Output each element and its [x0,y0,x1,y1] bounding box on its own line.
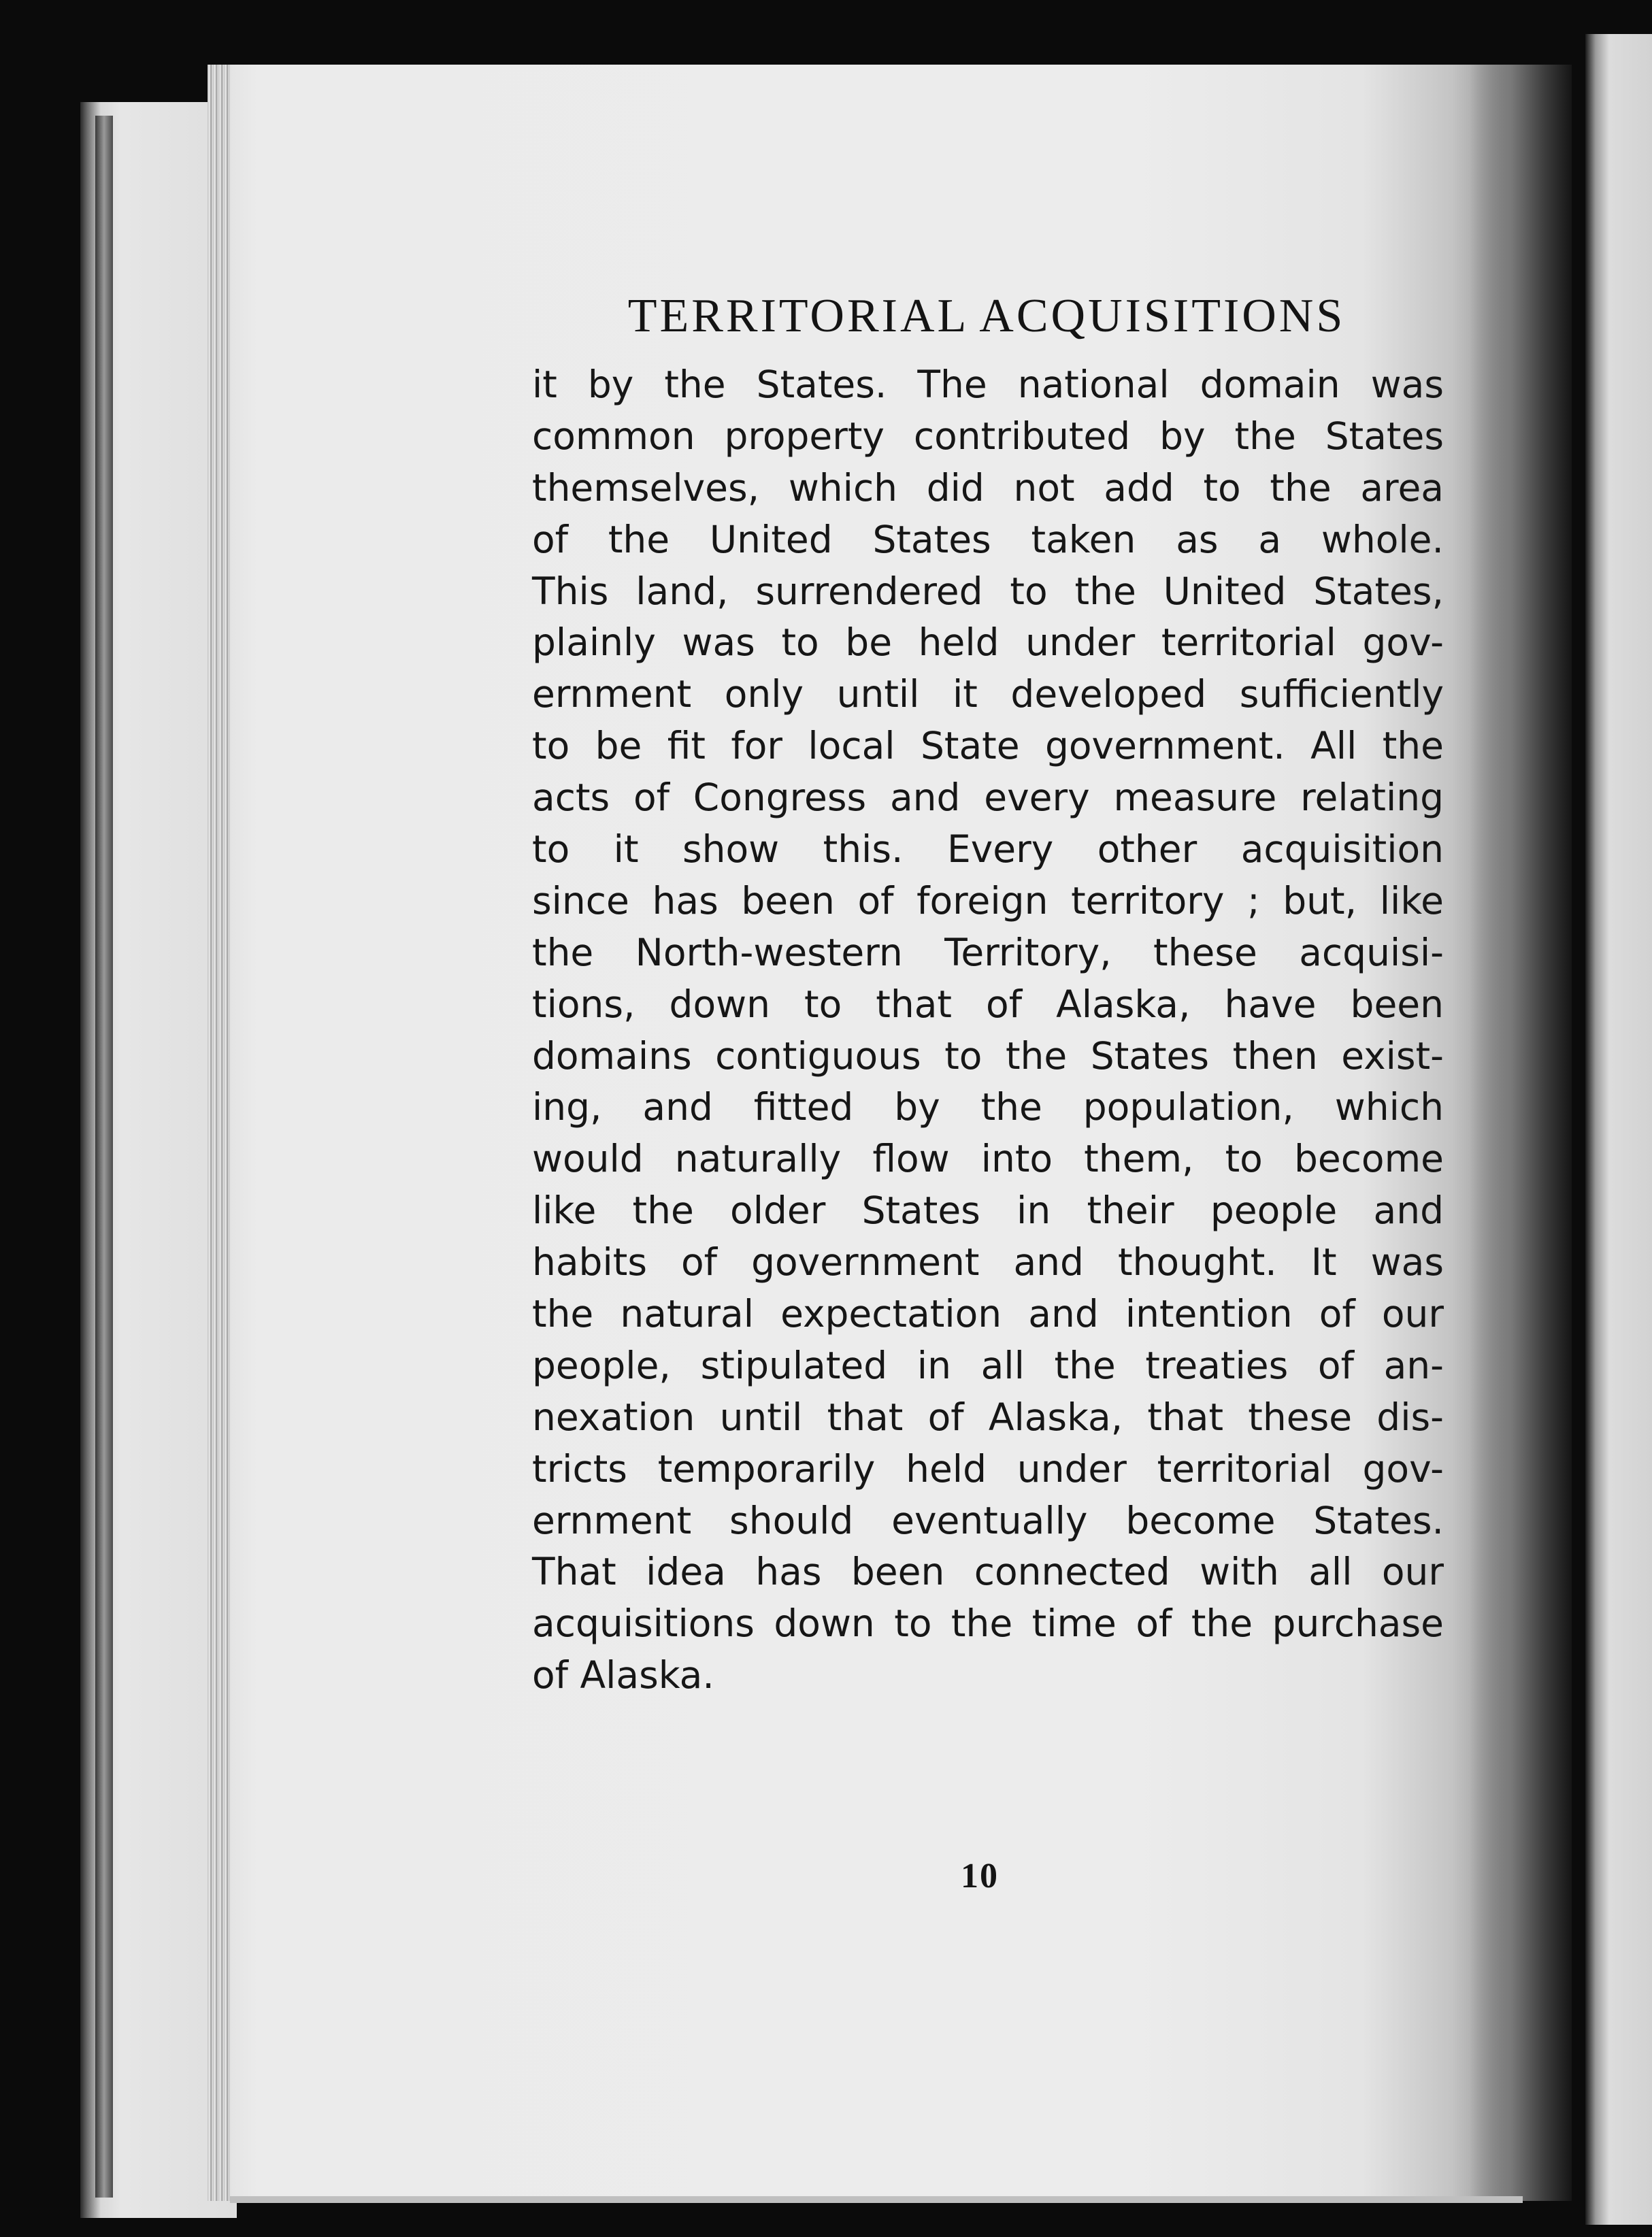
running-head: TERRITORIAL ACQUISITIONS [627,290,1346,342]
text-line: of the United States taken as a whole. [532,517,1444,561]
text-line: themselves, which did not add to the area [532,465,1444,510]
text-line: it by the States. The national domain was [532,363,1444,406]
text-line: people, stipulated in all the treaties of an- [532,1343,1444,1387]
text-line: ing, and fitted by the population, which [532,1085,1444,1129]
text-line: ernment should eventually become States. [532,1498,1444,1542]
text-line: nexation until that of Alaska, that these dis- [532,1395,1444,1439]
text-line: That idea has been connected with all our [532,1550,1444,1594]
text-line: like the older States in their people and [532,1189,1444,1233]
text-line: domains contiguous to the States then exist- [532,1033,1444,1078]
text-line: habits of government and thought. It was [532,1240,1444,1285]
gutter-shadow [1470,65,1572,2201]
page-bottom-edge [230,2196,1523,2203]
body-text [532,359,1444,1702]
facing-page-edge [1585,34,1652,2225]
text-line: This land, surrendered to the United States, [532,569,1444,613]
text-line: tricts temporarily held under territorial gov- [532,1446,1444,1491]
text-line: to it show this. Every other acquisition [532,827,1444,872]
book-cover-edge [95,116,113,2198]
text-line: ernment only until it developed sufficiently [532,672,1444,716]
text-line: acts of Congress and every measure relating [532,776,1444,820]
text-line: of Alaska. [532,1653,714,1697]
text-line: tions, down to that of Alaska, have been [532,982,1444,1026]
text-line: since has been of foreign territory ; but, like [532,878,1444,923]
text-line: would naturally flow into them, to become [532,1137,1444,1181]
page-number: 10 [961,1857,999,1895]
text-line: plainly was to be held under territorial gov- [532,620,1444,665]
text-line: to be fit for local State government. All the [532,724,1444,768]
text-line: common property contributed by the States [532,414,1444,458]
text-line: the natural expectation and intention of our [532,1292,1444,1336]
text-line: the North-western Territory, these acquisi- [532,930,1444,974]
text-line: acquisitions down to the time of the purchase [532,1602,1444,1646]
